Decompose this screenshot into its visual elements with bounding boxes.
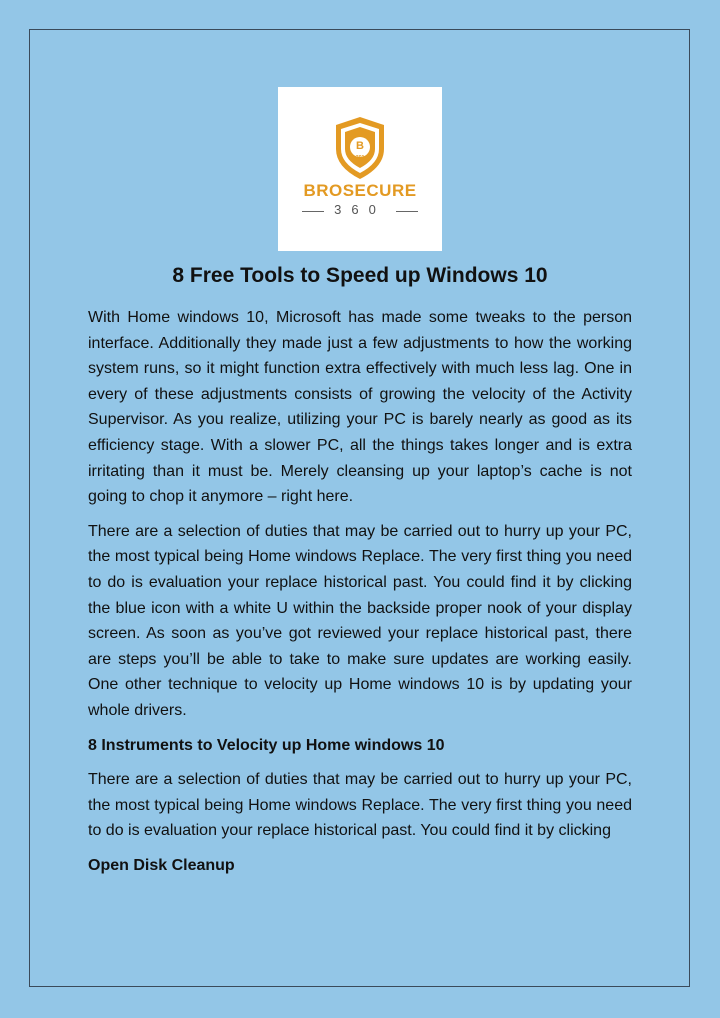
logo-badge: B: [356, 140, 364, 152]
shield-icon: [278, 87, 442, 251]
section-heading: 8 Instruments to Velocity up Home windows 10: [88, 736, 445, 754]
logo-sub: 360: [334, 202, 386, 217]
logo: [278, 87, 442, 251]
article-body: [88, 305, 632, 878]
page-title: 8 Free Tools to Speed up Windows 10: [172, 264, 548, 287]
section-heading-2: Open Disk Cleanup: [88, 856, 235, 874]
paragraph-1: With Home windows 10, Microsoft has made some tweaks to the person interface. Additionally they made just a few adjustments to how the working system runs, so it might function extra effectively with much less lag. One in every of these adjustments consists of growing the velocity of the Activity Supervisor. As you realize, utilizing your PC is barely nearly as good as its efficiency stage. With a slower PC, all the things takes longer and is extra irritating than it must be. Merely cleansing up your laptop’s cache is not going to chop it anymore – right here.: [88, 309, 632, 506]
logo-divider-right: [396, 211, 418, 212]
logo-name: BROSECURE: [303, 181, 417, 200]
paragraph-2: There are a selection of duties that may be carried out to hurry up your PC, the most typical being Home windows Replace. The very first thing you need to do is evaluation your replace historical past. You could find it by clicking the blue icon with a white U within the backside proper nook of your display screen. As soon as you’ve got reviewed your replace historical past, there are steps you’ll be able to take to make sure updates are working easily. One other technique to velocity up Home windows 10 is by updating your whole drivers.: [88, 522, 632, 719]
logo-badge-sub: 360: [355, 155, 365, 161]
paragraph-3: There are a selection of duties that may be carried out to hurry up your PC, the most typical being Home windows Replace. The very first thing you need to do is evaluation your replace historical past. You could find it by clicking: [88, 771, 632, 840]
